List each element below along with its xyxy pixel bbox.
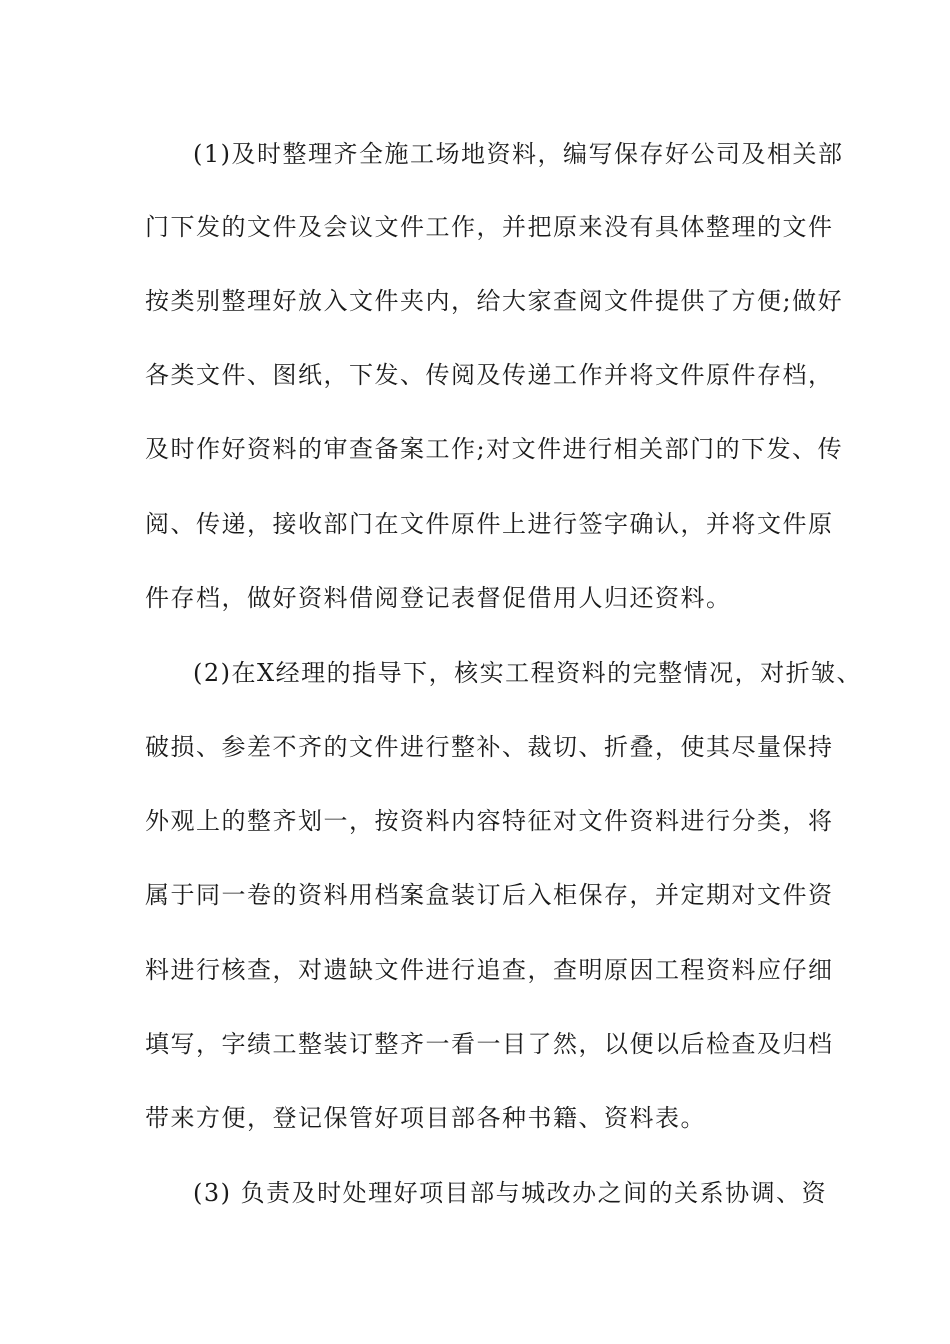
paragraph-2-line-4: 属于同一卷的资料用档案盒装订后入柜保存，并定期对文件资 xyxy=(145,881,834,909)
paragraph-1-line-1: (1)及时整理齐全施工场地资料，编写保存好公司及相关部 xyxy=(193,140,844,168)
paragraph-2-line-2: 破损、参差不齐的文件进行整补、裁切、折叠，使其尽量保持 xyxy=(145,733,834,761)
paragraph-2-line-6: 填写，字绩工整装订整齐一看一目了然，以便以后检查及归档 xyxy=(145,1030,834,1058)
paragraph-3-line-1: (3) 负责及时处理好项目部与城改办之间的关系协调、资 xyxy=(193,1179,828,1207)
paragraph-1-line-6: 阅、传递，接收部门在文件原件上进行签字确认，并将文件原 xyxy=(145,510,834,538)
paragraph-2-line-5: 料进行核查，对遗缺文件进行追查，查明原因工程资料应仔细 xyxy=(145,956,834,984)
paragraph-1-line-3: 按类别整理好放入文件夹内，给大家查阅文件提供了方便;做好 xyxy=(145,287,844,315)
paragraph-1-line-2: 门下发的文件及会议文件工作，并把原来没有具体整理的文件 xyxy=(145,213,834,241)
paragraph-2-line-7: 带来方便，登记保管好项目部各种书籍、资料表。 xyxy=(145,1104,706,1132)
paragraph-1-line-5: 及时作好资料的审查备案工作;对文件进行相关部门的下发、传 xyxy=(145,435,844,463)
paragraph-1-line-7: 件存档，做好资料借阅登记表督促借用人归还资料。 xyxy=(145,584,732,612)
paragraph-1-line-4: 各类文件、图纸，下发、传阅及传递工作并将文件原件存档， xyxy=(145,361,834,389)
paragraph-2-line-1: (2)在X经理的指导下，核实工程资料的完整情况，对折皱、 xyxy=(193,659,863,687)
paragraph-2-line-3: 外观上的整齐划一，按资料内容特征对文件资料进行分类，将 xyxy=(145,807,834,835)
